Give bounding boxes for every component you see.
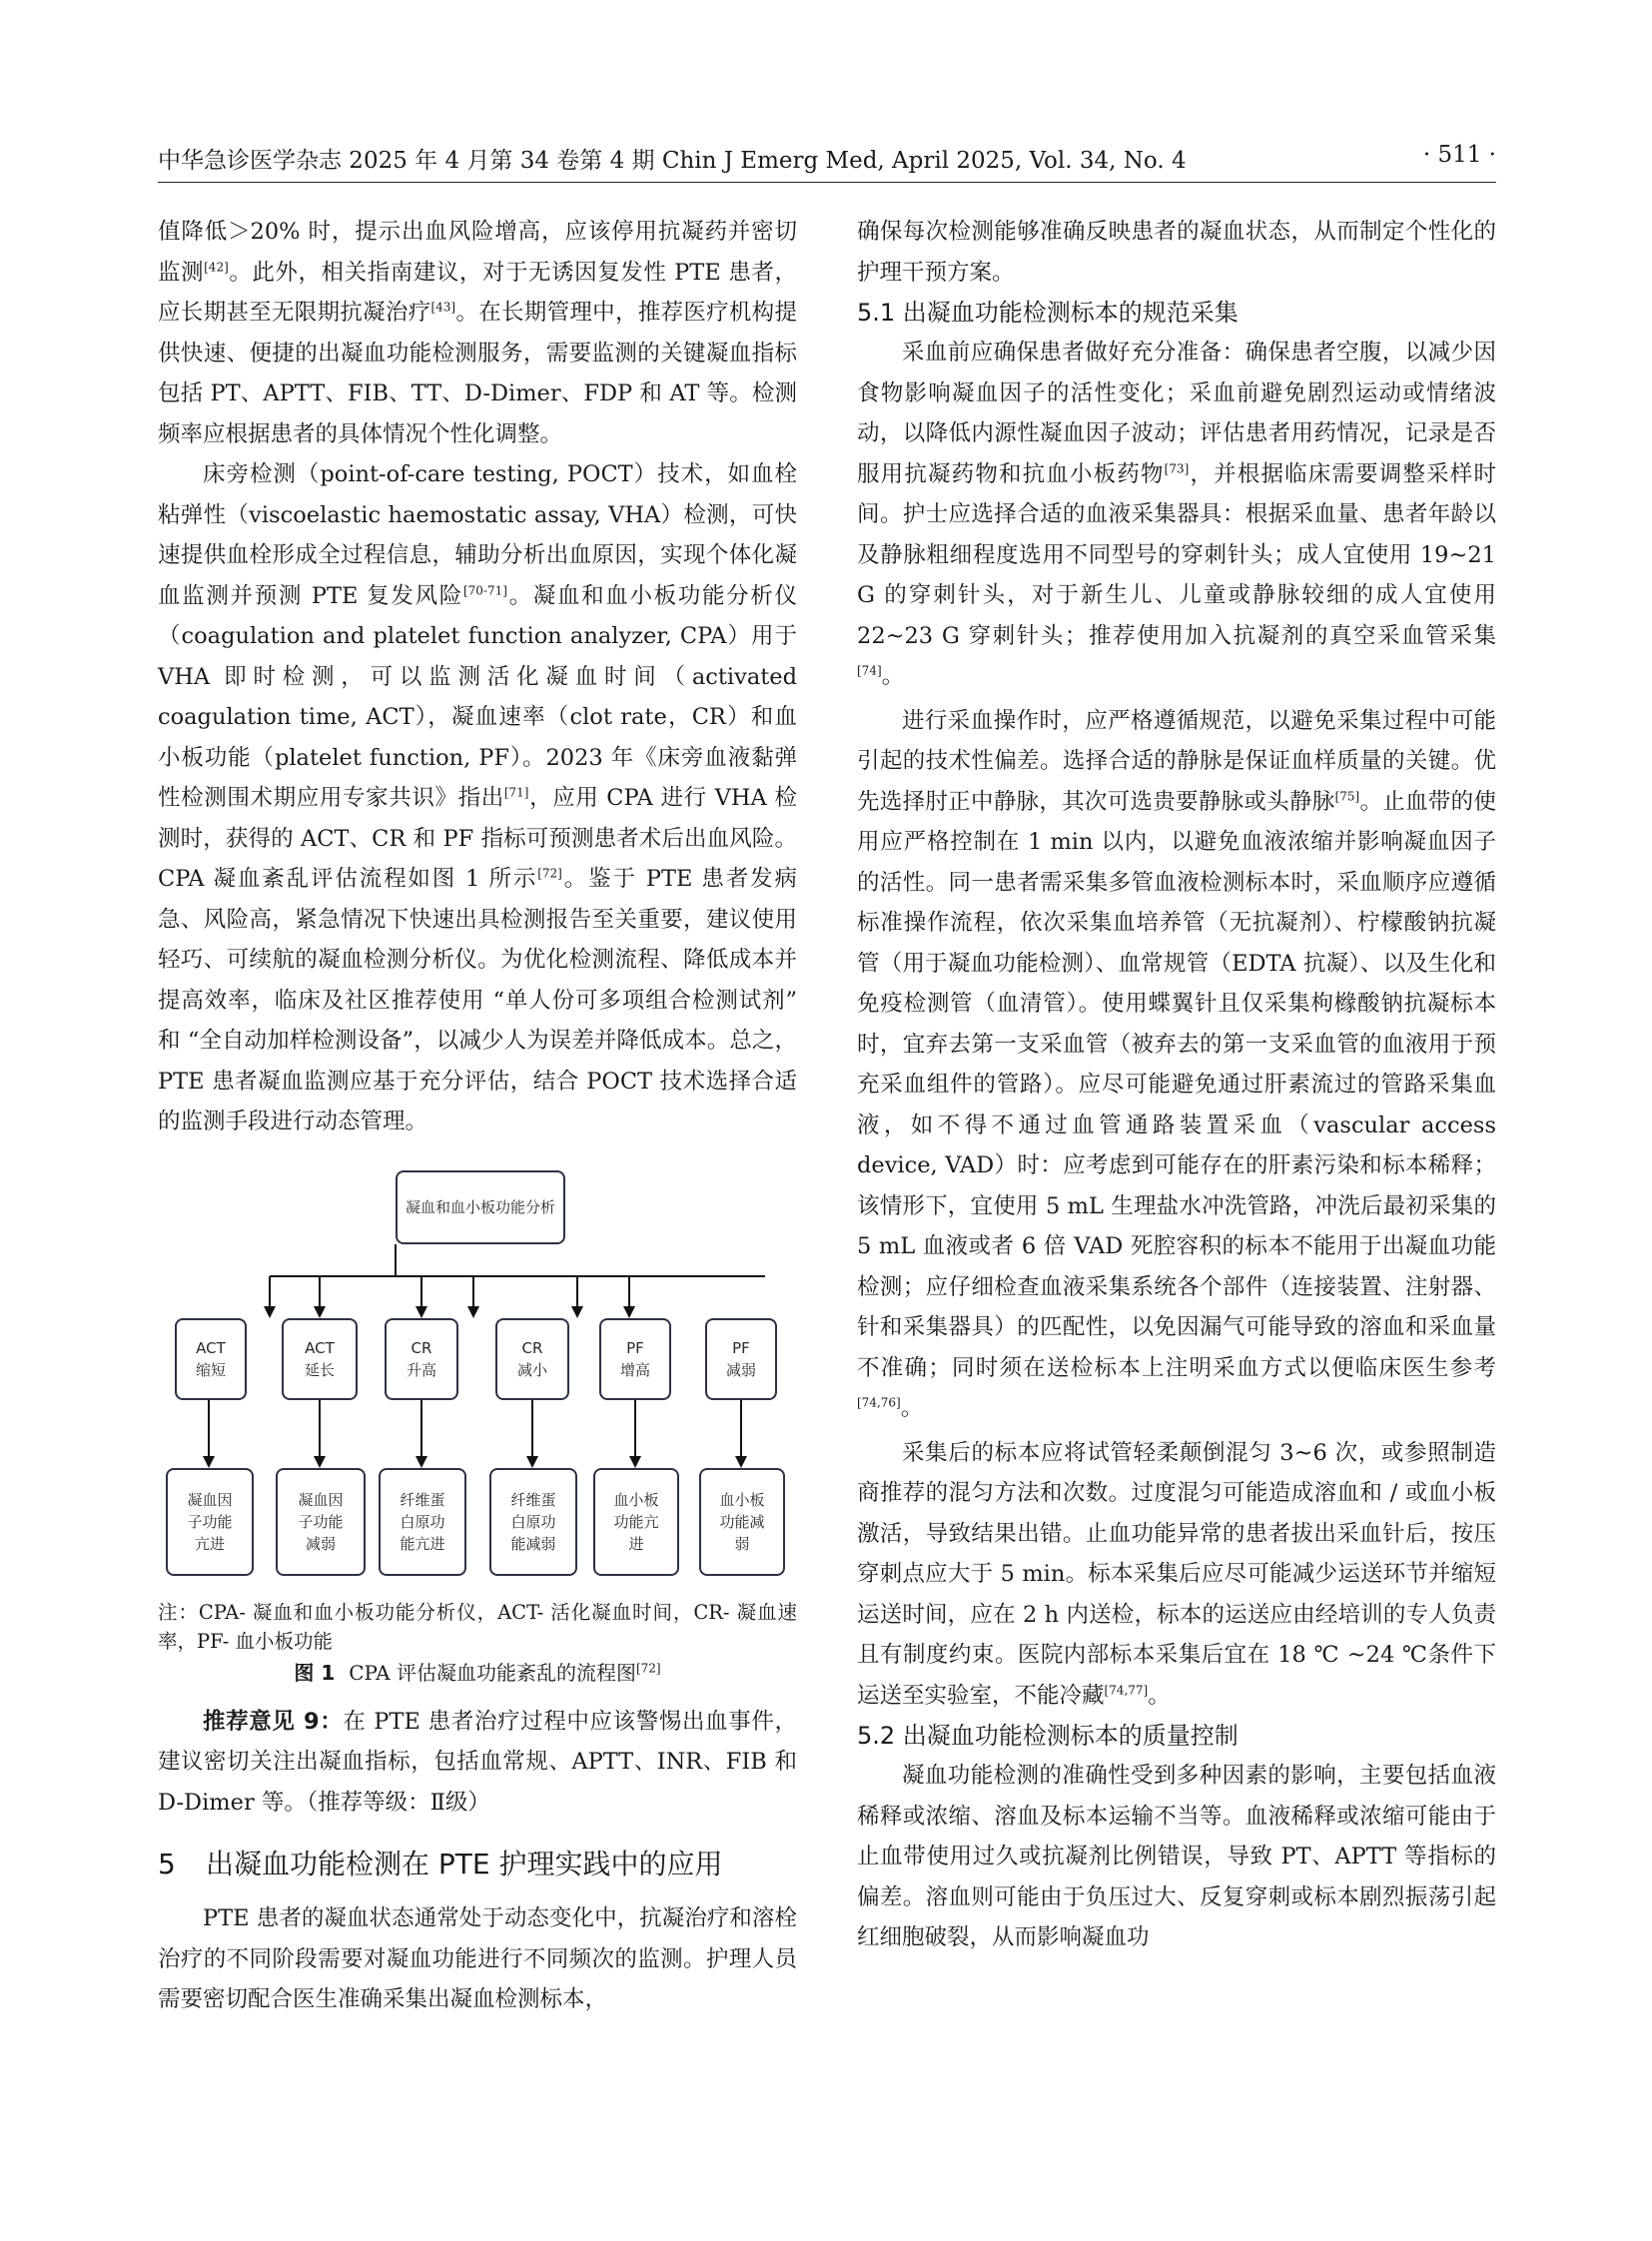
running-header [158, 142, 1496, 182]
citation: [74,77] [1104, 1683, 1149, 1697]
flow-leaf-fib-up: 纤维蛋 白原功 能亢进 [379, 1468, 466, 1576]
page-number: · 511 · [1422, 142, 1496, 168]
flow-node-cr-low: CR 减小 [495, 1318, 569, 1400]
paragraph-preparation: 采血前应确保患者做好充分准备：确保患者空腹，以减少因食物影响凝血因子的活性变化；采血前避免剧烈运动或情绪波动，以降低内源性凝血因子波动；评估患者用药情况，记录是否服用抗凝药物和抗血小板药物[73]，并根据临床需要调整采样时间。护士应选择合适的血液采集器具：根据采血量、患者年龄以及静脉粗细程度选用不同型号的穿刺针头；成人宜使用 19~21 G 的穿刺针头，对于新生儿、儿童或静脉较细的成人宜使用 22~23 G 穿刺针头；推荐使用加入抗凝剂的真空采血管采集[74]。 [857, 340, 1496, 689]
paragraph-continued: 确保每次检测能够准确反映患者的凝血状态，从而制定个性化的护理干预方案。 [857, 219, 1496, 286]
right-column [857, 212, 1496, 1958]
journal-citation: 中华急诊医学杂志 2025 年 4 月第 34 卷第 4 期 Chin J Emerg Med, April 2025, Vol. 34, No. 4 [158, 148, 1187, 174]
flow-root-node: 凝血和血小板功能分析 [396, 1170, 565, 1244]
flow-node-pf-low: PF 减弱 [705, 1318, 777, 1400]
section-5-1-heading: 5.1 出凝血功能检测标本的规范采集 [857, 299, 1239, 327]
citation: [42] [204, 260, 229, 274]
paragraph-collection-procedure: 进行采血操作时，应严格遵循规范，以避免采集过程中可能引起的技术性偏差。选择合适的静脉是保证血样质量的关键。优先选择肘正中静脉，其次可选贵要静脉或头静脉[75]。止血带的使用应严格控制在 1 min 以内，以避免血液浓缩并影响凝血因子的活性。同一患者需采集多管血液检测标本时，采血顺序应遵循标准操作流程，依次采集血培养管（无抗凝剂）、柠檬酸钠抗凝管（用于凝血功能检测）、血常规管（EDTA 抗凝）、以及生化和免疫检测管（血清管）。使用蝶翼针且仅采集枸橼酸钠抗凝标本时，宜弃去第一支采血管（被弃去的第一支采血管的血液用于预充采血组件的管路）。应尽可能避免通过肝素流过的管路采集血液，如不得不通过血管通路装置采血（vascular access device, VAD）时：应考虑到可能存在的肝素污染和标本稀释；该情形下，宜使用 5 mL 生理盐水冲洗管路，冲洗后最初采集的 5 mL 血液或者 6 倍 VAD 死腔容积的标本不能用于出凝血功能检测；应仔细检查血液采集系统各个部件（连接装置、注射器、针和采集器具）的匹配性，以免因漏气可能导致的溶血和采血量不准确；同时须在送检标本上注明采血方式以便临床医生参考[74,76]。 [857, 707, 1496, 1421]
citation: [75] [1334, 789, 1360, 803]
paragraph-post-collection: 采集后的标本应将试管轻柔颠倒混匀 3~6 次，或参照制造商推荐的混匀方法和次数。过度混匀可能造成溶血和 / 或血小板激活，导致结果出错。止血功能异常的患者拔出采血针后，按压穿刺点应大于 5 min。标本采集后应尽可能减少运送环节并缩短运送时间，应在 2 h 内送检，标本的运送应由经培训的专人负责且有制度约束。医院内部标本采集后宜在 18 ℃ ~24 ℃条件下运送至实验室，不能冷藏[74,77]。 [857, 1439, 1496, 1709]
paragraph-section-5-intro: PTE 患者的凝血状态通常处于动态变化中，抗凝治疗和溶栓治疗的不同阶段需要对凝血功能进行不同频次的监测。护理人员需要密切配合医生准确采集出凝血检测标本， [158, 1905, 797, 2012]
recommendation-label: 推荐意见 9： [203, 1708, 344, 1735]
cpa-flowchart [158, 1170, 797, 1594]
flow-leaf-factor-up: 凝血因 子功能 亢进 [166, 1468, 254, 1576]
header-rule [158, 182, 1496, 183]
flow-node-cr-high: CR 升高 [385, 1318, 458, 1400]
citation: [74] [857, 663, 882, 678]
citation: [43] [430, 300, 456, 315]
figure-note: 注：CPA- 凝血和血小板功能分析仪，ACT- 活化凝血时间，CR- 凝血速率，PF- 血小板功能 [158, 1600, 797, 1653]
flow-node-pf-high: PF 增高 [599, 1318, 671, 1400]
paragraph-quality-control: 凝血功能检测的准确性受到多种因素的影响，主要包括血液稀释或浓缩、溶血及标本运输不当等。血液稀释或浓缩可能由于止血带使用过久或抗凝剂比例错误，导致 PT、APTT 等指标的偏差。溶血则可能由于负压过大、反复穿刺或标本剧烈振荡引起红细胞破裂，从而影响凝血功 [857, 1763, 1496, 1950]
flow-leaf-plt-up: 血小板 功能亢 进 [593, 1468, 679, 1576]
paragraph-poct: 床旁检测（point-of-care testing, POCT）技术，如血栓粘弹性（viscoelastic haemostatic assay, VHA）检测，可快速提供血栓形成全过程信息，辅助分析出血原因，实现个体化凝血监测并预测 PTE 复发风险[70-71]。凝血和血小板功能分析仪（coagulation and platelet function analyzer, CPA）用于 VHA 即时检测，可以监测活化凝血时间（activated coagulation time, ACT），凝血速率（clot rate，CR）和血小板功能（platelet function, PF）。2023 年《床旁血液黏弹性检测围术期应用专家共识》指出[71]，应用 CPA 进行 VHA 检测时，获得的 ACT、CR 和 PF 指标可预测患者术后出血风险。CPA 凝血紊乱评估流程如图 1 所示[72]。鉴于 PTE 患者发病急、风险高，紧急情况下快速出具检测报告至关重要，建议使用轻巧、可续航的凝血检测分析仪。为优化检测流程、降低成本并提高效率，临床及社区推荐使用 “单人份可多项组合检测试剂” 和 “全自动加样检测设备”，以减少人为误差并降低成本。总之，PTE 患者凝血监测应基于充分评估，结合 POCT 技术选择合适的监测手段进行动态管理。 [158, 461, 797, 1134]
flow-leaf-factor-down: 凝血因 子功能 减弱 [276, 1468, 366, 1576]
citation: [73] [1164, 461, 1190, 475]
citation: [71] [503, 785, 529, 800]
section-5-heading: 5 出凝血功能检测在 PTE 护理实践中的应用 [158, 1848, 723, 1880]
citation: [74,76] [857, 1395, 901, 1410]
figure-caption: 图 1 CPA 评估凝血功能紊乱的流程图[72] [294, 1660, 661, 1685]
flow-leaf-plt-down: 血小板 功能减 弱 [699, 1468, 785, 1576]
citation: [70-71] [462, 583, 507, 597]
flow-node-act-short: ACT 缩短 [175, 1318, 247, 1400]
left-column [158, 212, 797, 2020]
flow-leaf-fib-down: 纤维蛋 白原功 能减弱 [489, 1468, 577, 1576]
section-5-2-heading: 5.2 出凝血功能检测标本的质量控制 [857, 1722, 1239, 1750]
citation: [72] [537, 866, 562, 881]
paragraph-long-term-management: 值降低＞20% 时，提示出血风险增高，应该停用抗凝药并密切监测[42]。此外，相关指南建议，对于无诱因复发性 PTE 患者，应长期甚至无限期抗凝治疗[43]。在长期管理中，推荐医疗机构提供快速、便捷的出凝血功能检测服务，需要监测的关键凝血指标包括 PT、APTT、FIB、TT、D-Dimer、FDP 和 AT 等。检测频率应根据患者的具体情况个性化调整。 [158, 219, 797, 447]
flow-node-act-long: ACT 延长 [282, 1318, 358, 1400]
recommendation-9: 推荐意见 9：在 PTE 患者治疗过程中应该警惕出血事件，建议密切关注出凝血指标，包括血常规、APTT、INR、FIB 和 D-Dimer 等。（推荐等级：Ⅱ级） [158, 1708, 797, 1816]
